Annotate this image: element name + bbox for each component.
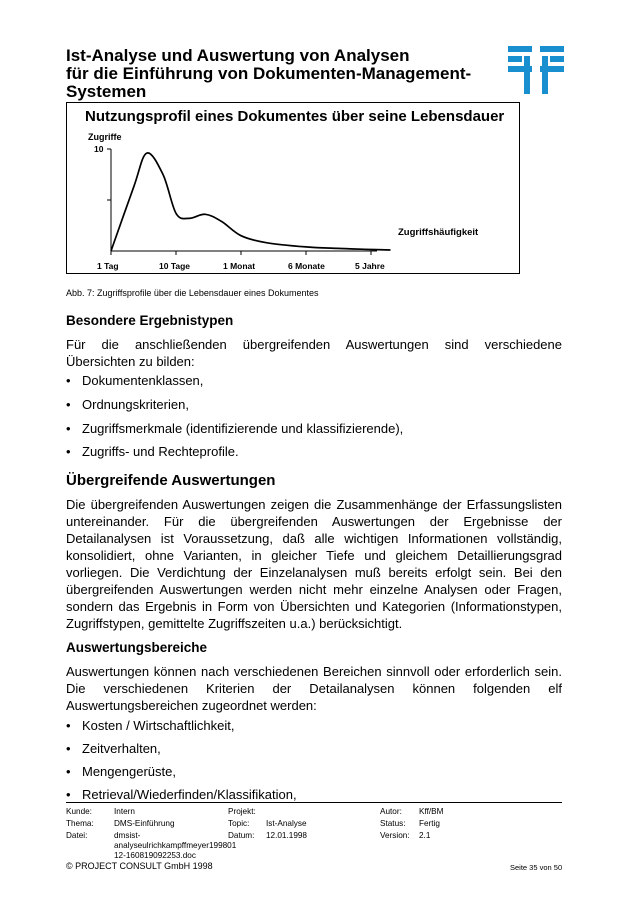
footer-datei-label: Datei:	[66, 831, 88, 840]
y-axis-label: Zugriffe	[88, 132, 122, 142]
section2-line-3: Detailanalysen ist Voraussetzung, daß alle wichtigen Informationen vollständig,	[66, 531, 562, 546]
list-item: • Retrieval/Wiederfinden/Klassifikation,	[66, 787, 297, 802]
footer-topic-label: Topic:	[228, 819, 250, 828]
list-item: • Ordnungskriterien,	[66, 397, 189, 412]
section2-line-5: vorliegen. Die Verdichtung der Einzelanalysen muß bereits erfolgt sein. Bei den	[66, 565, 562, 580]
footer-divider	[66, 802, 562, 803]
document-title-line-2: für die Einführung von Dokumenten-Management-	[66, 64, 472, 83]
list-item: • Zeitverhalten,	[66, 741, 161, 756]
footer-datei-line-2: analyseulrichkampffmeyer199801	[114, 841, 237, 850]
footer-status-value: Fertig	[419, 819, 440, 828]
footer-kunde-label: Kunde:	[66, 807, 92, 816]
footer-version-label: Version:	[380, 831, 410, 840]
section3-line-3: Auswertungsbereichen zugeordnet werden:	[66, 698, 317, 713]
footer-projekt-label: Projekt:	[228, 807, 256, 816]
list-item: • Dokumentenklassen,	[66, 373, 204, 388]
footer-version-value: 2.1	[419, 831, 431, 840]
section2-line-4: konsolidiert, ohne Varianten, in gleicher Tiefe und gleichem Detaillierungsgrad	[66, 548, 562, 563]
section3-line-2: Die verschiedenen Kriterien der Detailanalysen können folgenden elf	[66, 681, 562, 696]
heading-besondere-ergebnistypen: Besondere Ergebnistypen	[66, 313, 234, 328]
heading-auswertungsbereiche: Auswertungsbereiche	[66, 640, 208, 655]
section1-paragraph-line-1: Für die anschließenden übergreifenden Auswertungen sind verschiedene	[66, 337, 562, 352]
footer-kunde-value: Intern	[114, 807, 135, 816]
series-line-zugriffshaeufigkeit	[111, 153, 391, 251]
company-logo-icon	[508, 46, 564, 94]
series-label: Zugriffshäufigkeit	[398, 227, 479, 238]
footer-topic-value: Ist-Analyse	[266, 819, 307, 828]
y-tick-label-10: 10	[94, 144, 104, 154]
figure-caption: Abb. 7: Zugriffsprofile über die Lebensdauer eines Dokumentes	[66, 288, 319, 298]
section1-paragraph-line-2: Übersichten zu bilden:	[66, 354, 195, 369]
x-tick-label-10-tage: 10 Tage	[159, 261, 191, 271]
document-title-line-3: Systemen	[66, 82, 147, 101]
section2-line-7: sondern das Ergebnis in Form von Übersichten und Kategorien (Informationstypen,	[66, 599, 562, 614]
footer-page-number: Seite 35 von 50	[510, 863, 563, 872]
chart-plot	[67, 103, 519, 273]
footer-status-label: Status:	[380, 819, 406, 828]
list-item: • Mengengerüste,	[66, 764, 176, 779]
x-tick-label-5-jahre: 5 Jahre	[355, 261, 385, 271]
section3-line-1: Auswertungen können nach verschiedenen Bereichen sinnvoll oder erforderlich sein.	[66, 664, 562, 679]
footer-datei-line-3: 12-160819092253.doc	[114, 851, 196, 860]
footer-datum-label: Datum:	[228, 831, 255, 840]
chart-frame	[66, 102, 520, 274]
footer-autor-label: Autor:	[380, 807, 402, 816]
section2-line-1: Die übergreifenden Auswertungen zeigen die Zusammenhänge der Erfassungslisten	[66, 497, 562, 512]
list-item: • Zugriffs- und Rechteprofile.	[66, 444, 239, 459]
footer-thema-label: Thema:	[66, 819, 94, 828]
footer-datum-value: 12.01.1998	[266, 831, 307, 840]
list-item: • Kosten / Wirtschaftlichkeit,	[66, 718, 235, 733]
x-tick-label-6-monate: 6 Monate	[288, 261, 325, 271]
chart-title: Nutzungsprofil eines Dokumentes über seine Lebensdauer	[85, 108, 505, 125]
heading-uebergreifende-auswertungen: Übergreifende Auswertungen	[66, 472, 276, 489]
footer-copyright: © PROJECT CONSULT GmbH 1998	[66, 861, 213, 871]
footer-autor-value: Kff/BM	[419, 807, 444, 816]
section2-line-6: übergreifenden Auswertungen werden nicht mehr einzelne Analysen oder Fragen,	[66, 582, 562, 597]
x-tick-label-1-monat: 1 Monat	[223, 261, 256, 271]
section2-line-8: Zugriffstypen, gemittelte Zugriffszeiten u.a.) berücksichtigt.	[66, 616, 403, 631]
x-tick-label-1-tag: 1 Tag	[97, 261, 119, 271]
footer-thema-value: DMS-Einführung	[114, 819, 175, 828]
footer-datei-line-1: dmsist-	[114, 831, 141, 840]
section2-line-2: untereinander. Für die übergreifenden Auswertungen der Ergebnisse der	[66, 514, 562, 529]
list-item: • Zugriffsmerkmale (identifizierende und klassifizierende),	[66, 421, 404, 436]
document-title-line-1: Ist-Analyse und Auswertung von Analysen	[66, 46, 410, 65]
